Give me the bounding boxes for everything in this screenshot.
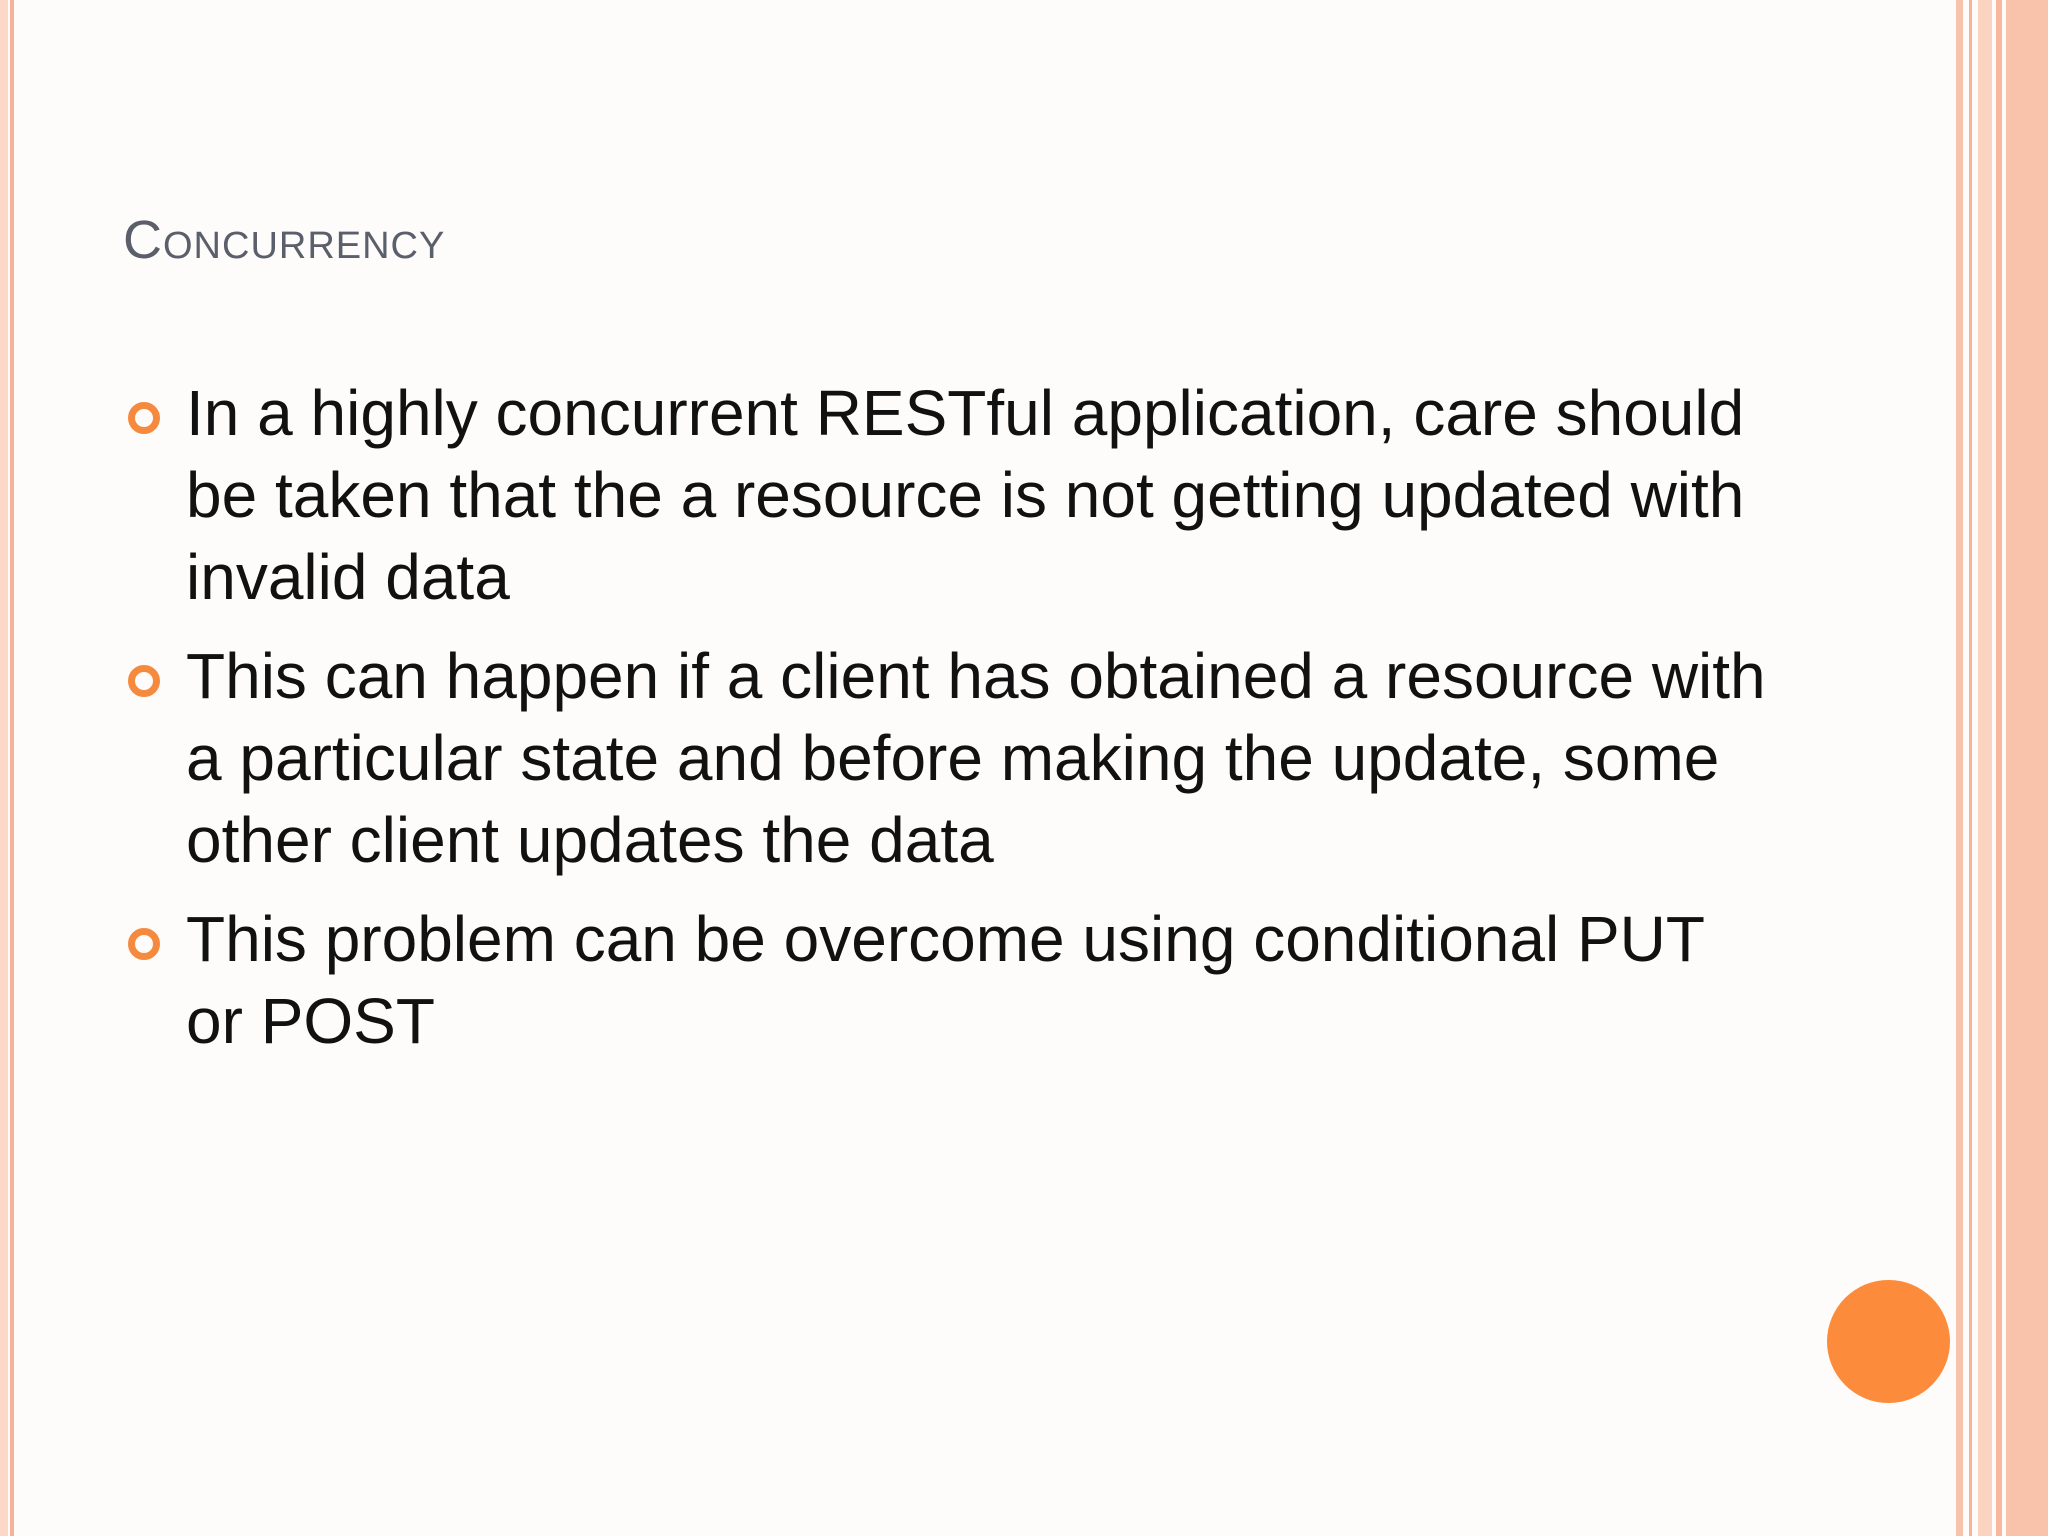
right-border-stripe-1 [1956,0,1963,1536]
bullet-item [128,372,1768,618]
bullet-text: This can happen if a client has obtained a resource with a particular state and before making the update, some other client updates the data [186,640,1766,876]
slide-title: Concurrency [123,210,446,270]
right-border-stripe-4 [1996,0,2002,1536]
right-border-stripe-3 [1978,0,1992,1536]
hollow-circle-bullet-icon [128,665,160,697]
orange-accent-circle [1827,1280,1950,1403]
bullet-text: In a highly concurrent RESTful application, care should be taken that the a resource is not getting updated with invalid data [186,377,1745,613]
right-decorative-border [1956,0,2048,1536]
right-border-stripe-5 [2006,0,2048,1536]
hollow-circle-bullet-icon [128,928,160,960]
bullet-text: This problem can be overcome using conditional PUT or POST [186,903,1704,1057]
bullet-list [128,372,1768,1079]
bullet-item [128,635,1768,881]
left-border-stripe-inner [10,0,14,1536]
left-decorative-border [0,0,22,1536]
hollow-circle-bullet-icon [128,402,160,434]
bullet-item [128,898,1768,1062]
right-border-stripe-2 [1969,0,1972,1536]
left-border-stripe-outer [0,0,8,1536]
